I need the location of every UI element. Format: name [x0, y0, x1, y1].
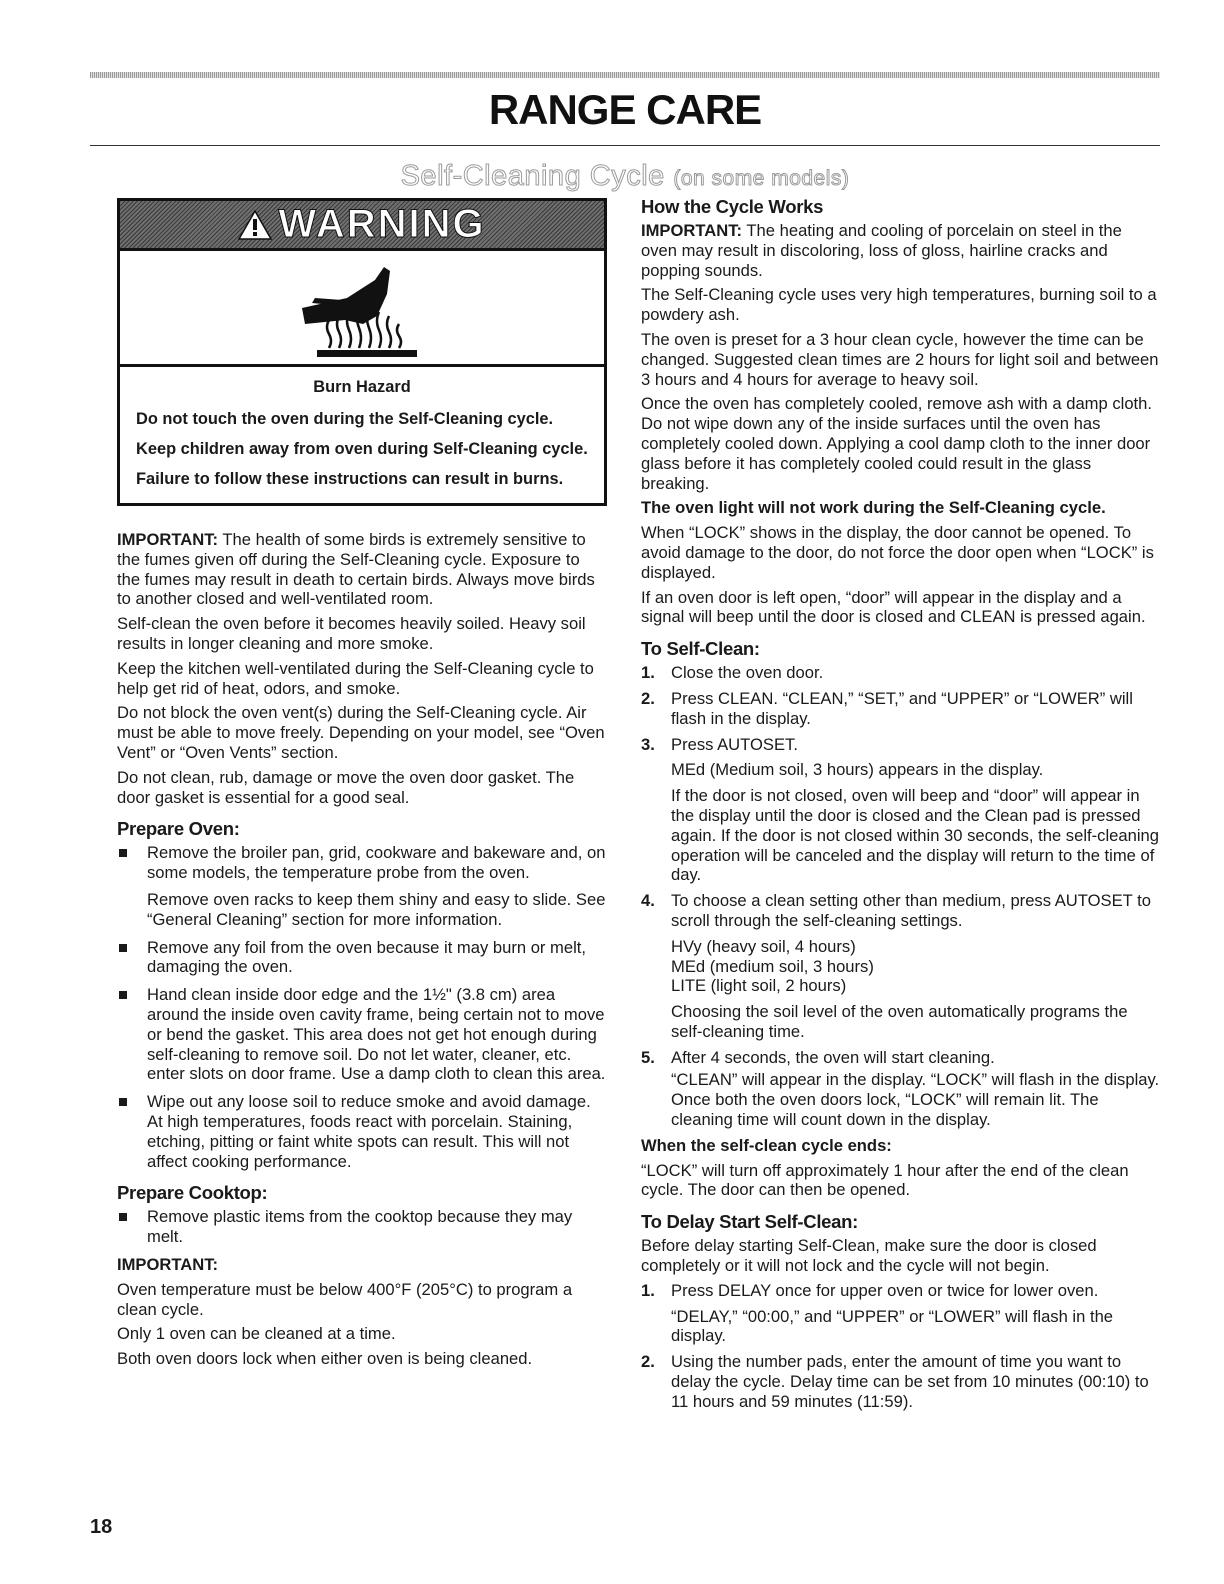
step-item	[641, 663, 1161, 683]
section-title	[90, 160, 1160, 193]
prepare-oven-heading: Prepare Oven:	[117, 818, 240, 840]
step-subtext: “DELAY,” “00:00,” and “UPPER” or “LOWER” will flash in the display.	[671, 1306, 1114, 1346]
prepare-cooktop-list	[117, 1207, 607, 1247]
soil-levels	[671, 937, 1161, 996]
delay-start-heading: To Delay Start Self-Clean:	[641, 1211, 858, 1233]
warning-banner	[120, 201, 604, 251]
soil-level: HVy (heavy soil, 4 hours)	[671, 936, 856, 956]
paragraph: Only 1 oven can be cleaned at a time.	[117, 1324, 396, 1344]
warning-triangle-icon	[238, 210, 272, 240]
top-decorative-rule	[90, 72, 1160, 78]
paragraph: The Self-Cleaning cycle uses very high temperatures, burning soil to a powdery ash.	[641, 285, 1157, 325]
paragraph: When “LOCK” shows in the display, the door cannot be opened. To avoid damage to the door, do not force the door open when “LOCK” is displayed.	[641, 523, 1154, 582]
paragraph: Keep the kitchen well-ventilated during the Self-Cleaning cycle to help get rid of heat, odors, and smoke.	[117, 658, 594, 698]
delay-steps	[641, 1281, 1161, 1412]
warning-banner-text: WARNING	[278, 201, 486, 246]
step-item	[641, 891, 1161, 1042]
step-item	[641, 1352, 1161, 1411]
step-subtext: “CLEAN” will appear in the display. “LOCK” will flash in the display. Once both the oven doors lock, “LOCK” will remain lit. The cleaning time will count down in the display.	[671, 1070, 1160, 1130]
important-heading: IMPORTANT:	[117, 1254, 219, 1274]
paragraph: Once the oven has completely cooled, remove ash with a damp cloth. Do not wipe down any of the inside surfaces until the oven has completely cooled down. Applying a cool damp cloth to the inner door glass before it has completely cooled could result in the glass breaking.	[641, 394, 1152, 493]
list-item: Remove plastic items from the cooktop because they may melt.	[117, 1207, 607, 1247]
step-text: To choose a clean setting other than medium, press AUTOSET to scroll through the self-cleaning settings.	[671, 891, 1151, 930]
list-item	[117, 843, 607, 929]
paragraph: Before delay starting Self-Clean, make sure the door is closed completely or it will not lock and the cycle will not begin.	[641, 1236, 1097, 1276]
left-column	[117, 198, 607, 1374]
paragraph: If an oven door is left open, “door” will appear in the display and a signal will beep until the door is closed and CLEAN is pressed again.	[641, 587, 1146, 627]
section-title-text: Self-Cleaning Cycle	[400, 160, 665, 192]
step-number: 1.	[641, 663, 655, 683]
section-subtitle: (on some models)	[673, 167, 850, 190]
step-text: Press CLEAN. “CLEAN,” “SET,” and “UPPER” or “LOWER” will flash in the display.	[671, 688, 1133, 728]
list-item-text: Remove the broiler pan, grid, cookware and bakeware and, on some models, the temperature probe from the oven.	[147, 843, 606, 883]
self-clean-steps	[641, 663, 1161, 1130]
step-item	[641, 735, 1161, 886]
important-label: IMPORTANT:	[117, 530, 219, 549]
how-cycle-works-heading: How the Cycle Works	[641, 196, 824, 217]
hazard-name: Burn Hazard	[313, 378, 411, 396]
step-number: 2.	[641, 1352, 655, 1372]
soil-level: MEd (medium soil, 3 hours)	[671, 956, 874, 976]
oven-light-note: The oven light will not work during the Self-Cleaning cycle.	[641, 498, 1106, 518]
paragraph: The oven is preset for a 3 hour clean cycle, however the time can be changed. Suggested clean times are 2 hours for light soil and between 3 hours and 4 hours for average to heavy soil.	[641, 329, 1159, 389]
warning-box	[117, 198, 607, 506]
prepare-oven-list	[117, 843, 607, 1171]
page-number: 18	[90, 1516, 113, 1538]
step-text: Close the oven door.	[671, 663, 824, 683]
important-text: The health of some birds is extremely sensitive to the fumes given off during the Self-Cleaning cycle. Exposure to the fumes may result in death to certain birds. Always move birds to another closed and well-ventilated room.	[117, 530, 595, 609]
cycle-ends-heading: When the self-clean cycle ends:	[641, 1135, 892, 1155]
hand-heat-icon	[287, 258, 437, 358]
paragraph: Oven temperature must be below 400°F (205°C) to program a clean cycle.	[117, 1279, 573, 1319]
step-number: 3.	[641, 734, 655, 754]
step-text: Press AUTOSET.	[671, 734, 798, 754]
warning-line: Keep children away from oven during Self-Cleaning cycle.	[136, 440, 588, 458]
warning-heading	[238, 201, 486, 246]
step-text: Press DELAY once for upper oven or twice for lower oven.	[671, 1280, 1099, 1300]
step-number: 5.	[641, 1047, 655, 1067]
how-important-note	[641, 221, 1161, 280]
paragraph: Both oven doors lock when either oven is being cleaned.	[117, 1349, 533, 1369]
warning-line: Failure to follow these instructions can result in burns.	[136, 470, 564, 488]
important-text: The heating and cooling of porcelain on steel in the oven may result in discoloring, loss of gloss, hairline cracks and popping sounds.	[641, 221, 1122, 280]
paragraph: Do not block the oven vent(s) during the Self-Cleaning cycle. Air must be able to move freely. Depending on your model, see “Oven Vent” or “Oven Vents” section.	[117, 703, 605, 762]
warning-body	[120, 367, 604, 503]
page-title: RANGE CARE	[488, 86, 762, 133]
title-divider	[90, 145, 1160, 146]
step-number: 2.	[641, 688, 655, 708]
soil-level: LITE (light soil, 2 hours)	[671, 976, 847, 996]
right-column	[641, 196, 1161, 1418]
paragraph: Do not clean, rub, damage or move the oven door gasket. The door gasket is essential for a good seal.	[117, 767, 575, 807]
step-subtext: Choosing the soil level of the oven automatically programs the self-cleaning time.	[671, 1002, 1128, 1041]
step-subtext: If the door is not closed, oven will beep and “door” will appear in the display until the door is closed and the Clean pad is pressed again. If the door is not closed within 30 seconds, the self-cleaning operation will be canceled and the display will return to the time of day.	[671, 786, 1159, 885]
warning-line: Do not touch the oven during the Self-Cleaning cycle.	[136, 410, 554, 428]
list-item: Hand clean inside door edge and the 1½" (3.8 cm) area around the inside oven cavity frame, being certain not to move or bend the gasket. This area does not get hot enough during self-cleaning to remove soil. Do not let water, cleaner, etc. enter slots on door frame. Use a damp cloth to clean this area.	[117, 985, 607, 1084]
step-item	[641, 689, 1161, 729]
step-text: After 4 seconds, the oven will start cleaning.	[671, 1047, 995, 1067]
step-item	[641, 1281, 1161, 1346]
list-item: Remove any foil from the oven because it may burn or melt, damaging the oven.	[117, 938, 607, 978]
birds-important-note	[117, 530, 607, 609]
burn-hazard-pictogram	[120, 251, 604, 367]
step-item	[641, 1048, 1161, 1130]
important-label: IMPORTANT:	[641, 221, 743, 240]
step-number: 4.	[641, 891, 655, 911]
list-item: Wipe out any loose soil to reduce smoke and avoid damage. At high temperatures, foods react with porcelain. Staining, etching, pitting or faint white spots can result. This will not affect cooking performance.	[117, 1092, 607, 1171]
step-text: Using the number pads, enter the amount of time you want to delay the cycle. Delay time can be set from 10 minutes (00:10) to 11 hours and 59 minutes (11:59).	[671, 1352, 1149, 1411]
list-item-subtext: Remove oven racks to keep them shiny and easy to slide. See “General Cleaning” section for more information.	[147, 889, 606, 929]
step-number: 1.	[641, 1280, 655, 1300]
paragraph: “LOCK” will turn off approximately 1 hour after the end of the clean cycle. The door can then be opened.	[641, 1160, 1129, 1200]
paragraph: Self-clean the oven before it becomes heavily soiled. Heavy soil results in longer cleaning and more smoke.	[117, 614, 586, 653]
step-subtext: MEd (Medium soil, 3 hours) appears in the display.	[671, 760, 1044, 780]
prepare-cooktop-heading: Prepare Cooktop:	[117, 1182, 268, 1204]
to-self-clean-heading: To Self-Clean:	[641, 638, 760, 660]
